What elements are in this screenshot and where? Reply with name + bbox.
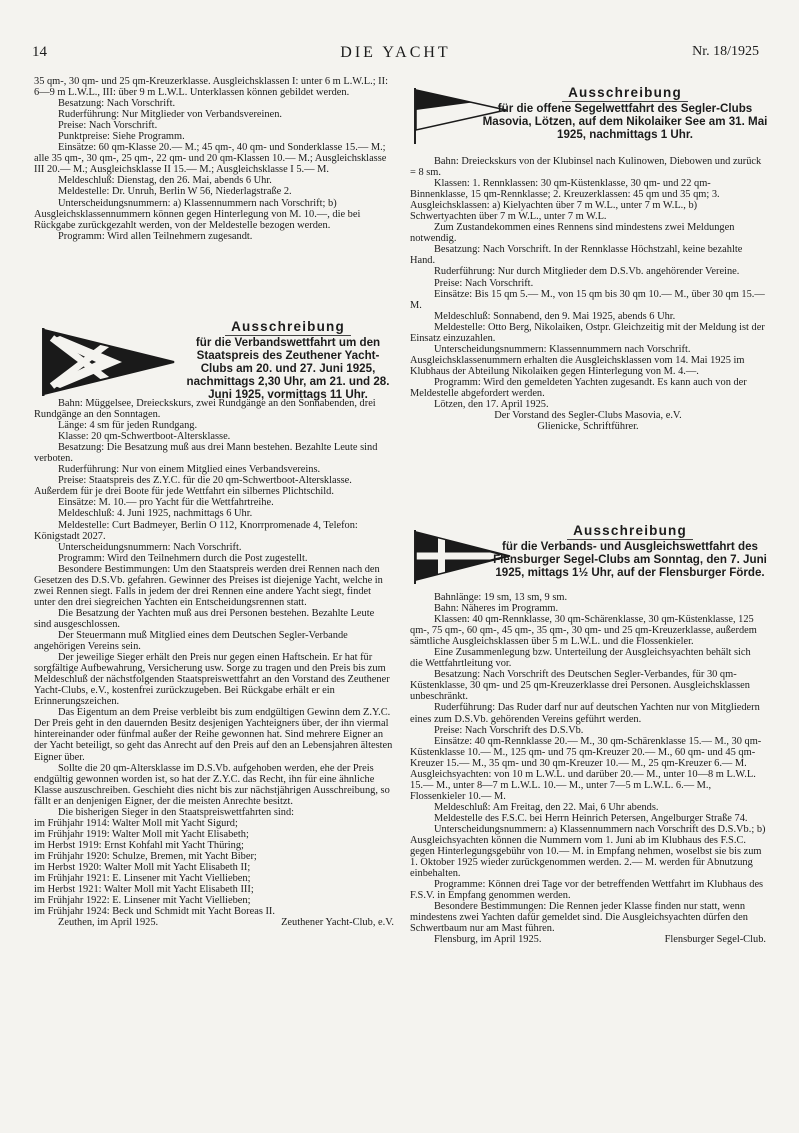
- zeuthen-body: [34, 398, 394, 928]
- text-line: Besatzung: Nach Vorschrift. In der Rennklasse Höchstzahl, keine bezahlte Hand.: [410, 244, 743, 267]
- place-date: Lötzen, den 17. April 1925.: [434, 399, 549, 411]
- text-line: Unterscheidungsnummern: Klassennummern nach Vorschrift. Ausgleichsklassenummern erhalten die Ausgleichsklassen vom 14. Mai 1925 im Klubhaus der Abteilung Nikolaiken gegen Hinterlegung von M. 4.—.: [410, 343, 745, 377]
- text-line: Klassen: 40 qm-Rennklasse, 30 qm-Schärenklasse, 30 qm-Küstenklasse, 125 qm-, 75 qm-, 60 qm-, 45 qm-, 35 qm-, 30 qm- und 25 qm-Kreuzerklasse, außerdem sämtliche Ausgleichsklassen über 5 m L.W.L. und die Flossenkieler.: [410, 614, 757, 648]
- text-line: Einsätze: M. 10.— pro Yacht für die Wettfahrtreihe.: [58, 497, 274, 509]
- text-line: Bahn: Dreieckskurs von der Klubinsel nach Kulinowen, Diebowen und zurück = 8 sm.: [410, 156, 762, 179]
- text-line: Ruderführung: Nur von einem Mitglied eines Verbandsvereins.: [58, 464, 321, 476]
- signature: Der Vorstand des Segler-Clubs Masovia, e.V.: [494, 410, 682, 422]
- text-line: Der Steuermann muß Mitglied eines dem Deutschen Segler-Verbande angehörigen Vereins sein.: [34, 629, 348, 653]
- text-line: Meldeschluß: Sonnabend, den 9. Mai 1925, abends 6 Uhr.: [434, 310, 676, 322]
- signature-line: [410, 934, 766, 945]
- text-line: Einsätze: 40 qm-Rennklasse 20.— M., 30 qm-Schärenklasse 15.— M., 30 qm-Küstenklasse 10.— M., 125 qm- und 75 qm-Kreuzer 20.— M., 60 qm- und 45 qm-Kreuzer 15.— M., 35 qm- und 30 qm-Kreuzer 10.— M., 25 qm-Kreuzer 6.— M. Ausgleichsyachten: von 10 m L.W.L. und darüber 20.— M., unter 10—8 m L.W.L. 15.— M., unter 8—7 m L.W.L. 10.— M., unter 7—5 m L.W.L. 6.— M., Flossenkieler 10.— M.: [410, 735, 762, 802]
- text-line: Einsätze: 60 qm-Klasse 20.— M.; 45 qm-, 40 qm- und Sonderklasse 15.— M.; alle 35 qm-, 30 qm-, 25 qm-, 22 qm- und 20 qm-Klassen 10.— M.; Ausgleichsklasse III 20.— M.; Ausgleichsklasse II 15.— M.; Ausgleichsklasse I 5.— M.: [34, 142, 387, 176]
- text-line: Preise: Nach Vorschrift.: [434, 277, 534, 289]
- text-line: Bahn: Müggelsee, Dreieckskurs, zwei Rundgänge an den Sonnabenden, drei Rundgänge an den Sonntagen.: [34, 398, 376, 421]
- place-date: Zeuthen, im April 1925.: [58, 917, 159, 929]
- text-line: Eine Zusammenlegung bzw. Unterteilung der Ausgleichsyachten behält sich die Wettfahrtleitung vor.: [410, 647, 751, 670]
- place-date: Flensburg, im April 1925.: [434, 934, 542, 946]
- text-line: Besatzung: Nach Vorschrift.: [58, 98, 176, 110]
- text-line: Ruderführung: Nur Mitglieder von Verbandsvereinen.: [58, 109, 283, 121]
- text-line: Meldeschluß: Am Freitag, den 22. Mai, 6 Uhr abends.: [434, 801, 659, 813]
- text-line: Ruderführung: Nur durch Mitglieder dem D.S.Vb. angehörender Vereine.: [434, 266, 740, 278]
- signature-line: [34, 917, 394, 928]
- text-line: Unterscheidungsnummern: a) Klassennummern nach Vorschrift; b) Ausgleichsklassennummern können gegen Hinterlegung von M. 10.—, die bei Rückgabe zurückgezahlt werden, von der Meldestelle bezogen werden.: [34, 197, 361, 231]
- text-line: Das Eigentum an dem Preise verbleibt bis zum endgültigen Gewinn dem Z.Y.C. Der Preis geht in den dauernden Besitz desjenigen Yachteigners über, der ihn viermal hintereinander oder fünfmal außer der Reihe gewonnen hat. Sind mehrere Eigner an der Yacht beteiligt, so geht das Anrecht auf den Preis auf den an Lebensjahren ältesten Eigner über.: [34, 707, 393, 763]
- section-heading: Ausschreibung: [225, 318, 351, 336]
- magazine-title: DIE YACHT: [340, 44, 451, 61]
- page-number: 14: [32, 44, 47, 60]
- winner-line: im Frühjahr 1924: Beck und Schmidt mit Yacht Boreas II.: [34, 906, 275, 918]
- winner-line: im Frühjahr 1922: E. Linsener mit Yacht Viellieben;: [34, 895, 251, 907]
- page-header: [32, 44, 759, 66]
- text-line: Meldestelle: Dr. Unruh, Berlin W 56, Niederlagstraße 2.: [58, 186, 292, 198]
- text-line: Länge: 4 sm für jeden Rundgang.: [58, 420, 198, 432]
- text-line: Meldeschluß: Dienstag, den 26. Mai, abends 6 Uhr.: [58, 175, 272, 187]
- flensburg-heading-block: [490, 522, 770, 579]
- winner-line: im Frühjahr 1920: Schulze, Bremen, mit Yacht Biber;: [34, 850, 257, 862]
- text-line: Die Besatzung der Yachten muß aus drei Personen bestehen. Bezahlte Leute sind ausgeschlossen.: [34, 607, 375, 630]
- text-line: Bahn: Näheres im Programm.: [434, 603, 559, 615]
- winner-line: im Herbst 1920: Walter Moll mit Yacht Elisabeth II;: [34, 861, 251, 873]
- text-line: Meldestelle des F.S.C. bei Herrn Heinrich Petersen, Angelburger Straße 74.: [434, 812, 748, 824]
- text-line: Meldestelle: Curt Badmeyer, Berlin O 112, Knorrpromenade 4, Telefon: Königstadt 2027.: [34, 519, 358, 542]
- section-subheading: für die offene Segelwettfahrt des Segler-Clubs Masovia, Lötzen, auf dem Nikolaiker See am 31. Mai 1925, nachmittags 1 Uhr.: [482, 102, 768, 141]
- text-line: Die bisherigen Sieger in den Staatspreiswettfahrten sind:: [58, 806, 295, 818]
- section-subheading: für die Verbands- und Ausgleichswettfahrt des Flensburger Segel-Clubs am Sonntag, den 7. Juni 1925, mittags 1½ Uhr, auf der Flensburger Förde.: [493, 540, 767, 579]
- text-line: Preise: Staatspreis des Z.Y.C. für die 20 qm-Schwertboot-Altersklasse. Außerdem für je drei Boote für jede Wettfahrt ein silbernes Plichtschild.: [34, 475, 352, 498]
- text-line: Programm: Wird den Teilnehmern durch die Post zugestellt.: [58, 552, 308, 564]
- text-line: Besatzung: Nach Vorschrift des Deutschen Segler-Verbandes, für 30 qm-Küstenklasse, 30 qm- und 25 qm-Kreuzerklasse drei Personen. Ausgleichsklassen unbeschränkt.: [410, 669, 750, 703]
- issue-number: Nr. 18/1925: [692, 44, 759, 59]
- section-subheading: für die Verbandswettfahrt um den Staatspreis des Zeuthener Yacht-Clubs am 20. und 27. Juni 1925, nachmittags 2,30 Uhr, am 21. und 28. Juni 1925, vormittags 11 Uhr.: [186, 336, 390, 401]
- text-line: Meldestelle: Otto Berg, Nikolaiken, Ostpr. Gleichzeitig mit der Meldung ist der Einsatz einzuzahlen.: [410, 321, 765, 344]
- text-line: Besatzung: Die Besatzung muß aus drei Mann bestehen. Bezahlte Leute sind verboten.: [34, 442, 378, 465]
- section-heading: Ausschreibung: [567, 522, 693, 540]
- flensburg-body: [410, 592, 766, 946]
- text-line: Meldeschluß: 4. Juni 1925, nachmittags 6 Uhr.: [58, 508, 253, 520]
- winner-line: im Frühjahr 1919: Walter Moll mit Yacht Elisabeth;: [34, 828, 249, 840]
- signature: Glienicke, Schriftführer.: [537, 421, 639, 433]
- winner-line: im Herbst 1919: Ernst Kohfahl mit Yacht Thüring;: [34, 839, 244, 851]
- text-line: Zum Zustandekommen eines Rennens sind mindestens zwei Meldungen notwendig.: [410, 222, 735, 245]
- text-line: Punktpreise: Siehe Programm.: [58, 131, 185, 143]
- text-line: 35 qm-, 30 qm- und 25 qm-Kreuzerklasse. Ausgleichsklassen I: unter 6 m L.W.L.; II: 6—9 m L.W.L., III: über 9 m L.W.L. Unterklassen können gebildet werden.: [34, 76, 388, 99]
- text-line: Besondere Bestimmungen: Die Rennen jeder Klasse finden nur statt, wenn mindestens zwei Yachten dafür gemeldet sind. Die Ausgleichsyachten dürfen den Schwertbaum nur am Mast führen.: [410, 901, 748, 935]
- text-line: Preise: Nach Vorschrift.: [58, 120, 158, 132]
- winner-line: im Frühjahr 1921: E. Linsener mit Yacht Viellieben;: [34, 873, 251, 885]
- winner-line: im Herbst 1921: Walter Moll mit Yacht Elisabeth III;: [34, 884, 254, 896]
- signature: Zeuthener Yacht-Club, e.V.: [281, 917, 394, 929]
- text-line: Besondere Bestimmungen: Um den Staatspreis werden drei Rennen nach den Gesetzen des D.S.Vb. gefahren. Gewinner des Preises ist diejenige Yacht, welche in zwei Rennen siegt. Falls in jedem der drei Rennen eine andere Yacht siegt, findet unter den drei siegreichen Yachten ein Entscheidungsrennen statt.: [34, 563, 383, 608]
- text-line: Der jeweilige Sieger erhält den Preis nur gegen einen Haftschein. Er hat für sorgfältige Aufbewahrung, Versicherung usw. Sorge zu tragen und den Preis bis zum Meldeschluß der nächstfolgenden Staatspreiswettfahrt an den Vorstand des Zeuthener Yacht-Clubs, e.V., kostenfrei zurückzugeben. Bei Rückgabe erhält er ein Erinnerungszeichen.: [34, 652, 390, 708]
- club-burgee-flag-icon: [40, 322, 178, 398]
- winner-line: im Frühjahr 1914: Walter Moll mit Yacht Sigurd;: [34, 817, 238, 829]
- masovia-heading-block: [480, 84, 770, 141]
- text-line: Klassen: 1. Rennklassen: 30 qm-Küstenklasse, 30 qm- und 22 qm-Binnenklasse, 15 qm-Rennklasse; 2. Kreuzerklassen: 45 qm und 35 qm; 3. Ausgleichsklassen: a) Kielyachten über 7 m W.L., unter 7 m W.L., b) Schwertyachten über 7 m W.L., unter 7 m W.L.: [410, 178, 720, 223]
- text-line: Bahnlänge: 19 sm, 13 sm, 9 sm.: [434, 592, 568, 603]
- text-line: Unterscheidungsnummern: Nach Vorschrift.: [58, 541, 242, 553]
- section-heading: Ausschreibung: [562, 84, 688, 102]
- text-line: Ruderführung: Das Ruder darf nur auf deutschen Yachten nur von Mitgliedern eines zum D.S.Vb. gehörenden Vereins geführt werden.: [410, 702, 760, 725]
- text-line: Sollte die 20 qm-Altersklasse im D.S.Vb. aufgehoben werden, ehe der Preis endgültig gewonnen worden ist, so hat der Z.Y.C. das Recht, ihn für eine ähnliche Klasse auszuschreiben. Geschieht dies nicht bis zur nächstjährigen Ausschreibung, so fällt er an denjenigen Eigner, der die meisten Anrechte besitzt.: [34, 762, 390, 807]
- left-column-top: [34, 76, 394, 242]
- text-line: Preise: Nach Vorschrift des D.S.Vb.: [434, 724, 584, 736]
- masovia-body: [410, 156, 766, 432]
- signature: Flensburger Segel-Club.: [664, 934, 766, 946]
- text-line: Unterscheidungsnummern: a) Klassennummern nach Vorschrift des D.S.Vb.; b) Ausgleichsyachten können die Nummern vom 1. Juni ab im Klubhaus des F.S.C. gegen Hinterlegungsgebühr von 10.— M. in Empfang nehmen, woselbst sie bis zum 1. Oktober 1925 wieder zurückgenommen werden. 2.— M. werden für Abnutzung einbehalten.: [410, 823, 766, 880]
- zeuthen-heading-block: [182, 318, 394, 401]
- text-line: Klasse: 20 qm-Schwertboot-Altersklasse.: [58, 431, 231, 443]
- text-line: Programm: Wird den gemeldeten Yachten zugesandt. Es kann auch von der Meldestelle abgefordert werden.: [410, 376, 747, 399]
- text-line: Einsätze: Bis 15 qm 5.— M., von 15 qm bis 30 qm 10.— M., über 30 qm 15.— M.: [410, 288, 765, 311]
- text-line: Programm: Wird allen Teilnehmern zugesandt.: [58, 230, 253, 242]
- text-line: Programme: Können drei Tage vor der betreffenden Wettfahrt im Klubhaus des F.S.V. in Empfang genommen werden.: [410, 879, 764, 902]
